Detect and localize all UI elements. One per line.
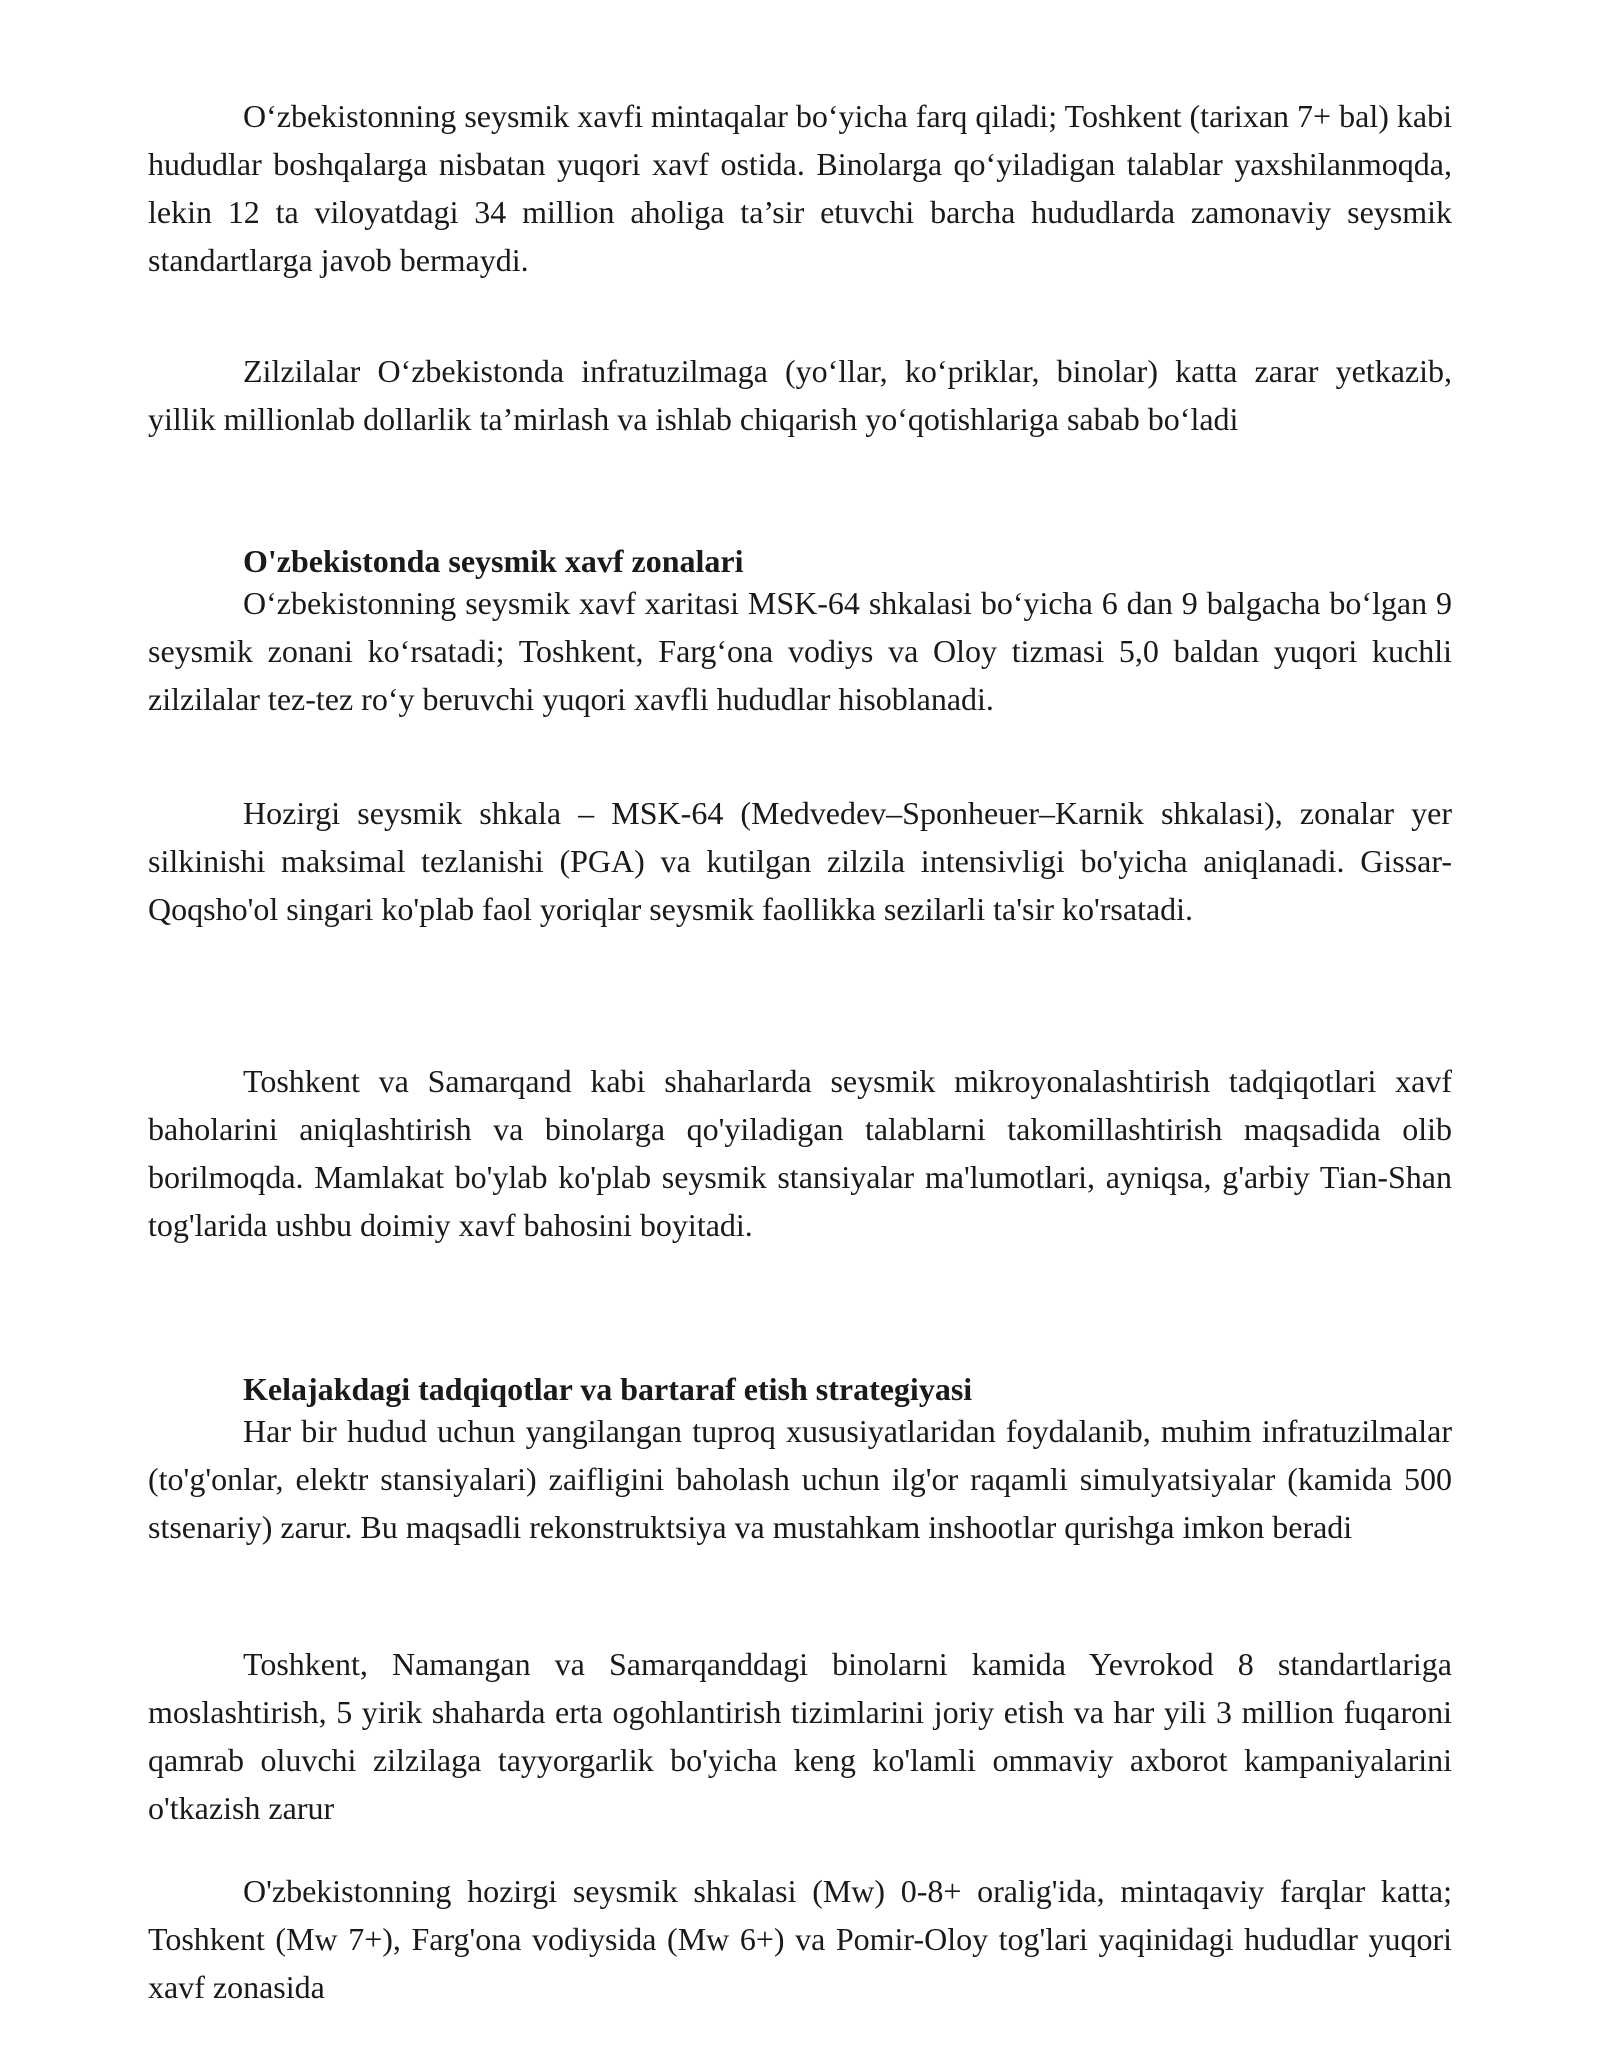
- paragraph-infrastructure-damage: [148, 347, 1452, 443]
- paragraph-text: O'zbekistonning hozirgi seysmik shkalasi (Mw) 0-8+ oralig'ida, mintaqaviy farqlar katta; Toshkent (Mw 7+), Farg'ona vodiysida (Mw 6+) va Pomir-Oloy tog'lari yaqinidagi hududlar yuqori xavf zonasida: [148, 1873, 1452, 2005]
- paragraph-text: Har bir hudud uchun yangilangan tuproq xususiyatlaridan foydalanib, muhim infratuzilmalar (to'g'onlar, elektr stansiyalari) zaifligini baholash uchun ilg'or raqamli simulyatsiyalar (kamida 500 stsenariy) zarur. Bu maqsadli rekonstruktsiya va mustahkam inshootlar qurishga imkon beradi: [148, 1413, 1452, 1545]
- paragraph-text: O‘zbekistonning seysmik xavfi mintaqalar bo‘yicha farq qiladi; Toshkent (tarixan 7+ bal) kabi hududlar boshqalarga nisbatan yuqori xavf ostida. Binolarga qo‘yiladigan talablar yaxshilanmoqda, lekin 12 ta viloyatdagi 34 million aholiga ta’sir etuvchi barcha hududlarda zamonaviy seysmik standartlarga javob bermaydi.: [148, 98, 1452, 278]
- paragraph-microzonation: [148, 1057, 1452, 1249]
- heading-seismic-zones: O'zbekistonda seysmik xavf zonalari: [243, 543, 744, 579]
- section-future-research: [148, 1365, 1452, 1551]
- heading-future-research: Kelajakdagi tadqiqotlar va bartaraf etish strategiyasi: [243, 1371, 973, 1407]
- paragraph-seismic-risk: [148, 92, 1452, 284]
- paragraph-text: Hozirgi seysmik shkala – MSK-64 (Medvedev–Sponheuer–Karnik shkalasi), zonalar yer silkinishi maksimal tezlanishi (PGA) va kutilgan zilzila intensivligi bo'yicha aniqlanadi. Gissar-Qoqsho'ol singari ko'plab faol yoriqlar seysmik faollikka sezilarli ta'sir ko'rsatadi.: [148, 795, 1452, 927]
- paragraph-text: O‘zbekistonning seysmik xavf xaritasi MSK-64 shkalasi bo‘yicha 6 dan 9 balgacha bo‘lgan 9 seysmik zonani ko‘rsatadi; Toshkent, Farg‘ona vodiys va Oloy tizmasi 5,0 baldan yuqori kuchli zilzilalar tez-tez ro‘y beruvchi yuqori xavfli hududlar hisoblanadi.: [148, 585, 1452, 717]
- paragraph-text: Toshkent, Namangan va Samarqanddagi binolarni kamida Yevrokod 8 standartlariga moslashtirish, 5 yirik shaharda erta ogohlantirish tizimlarini joriy etish va har yili 3 million fuqaroni qamrab oluvchi zilzilaga tayyorgarlik bo'yicha keng ko'lamli ommaviy axborot kampaniyalarini o'tkazish zarur: [148, 1646, 1452, 1826]
- paragraph-text: Toshkent va Samarqand kabi shaharlarda seysmik mikroyonalashtirish tadqiqotlari xavf baholarini aniqlashtirish va binolarga qo'yiladigan talablarni takomillashtirish maqsadida olib borilmoqda. Mamlakat bo'ylab ko'plab seysmik stansiyalar ma'lumotlari, ayniqsa, g'arbiy Tian-Shan tog'larida ushbu doimiy xavf bahosini boyitadi.: [148, 1063, 1452, 1243]
- paragraph-text: Zilzilalar O‘zbekistonda infratuzilmaga (yo‘llar, ko‘priklar, binolar) katta zarar yetkazib, yillik millionlab dollarlik ta’mirlash va ishlab chiqarish yo‘qotishlariga sabab bo‘ladi: [148, 353, 1452, 437]
- paragraph-eurocode: [148, 1640, 1452, 1832]
- paragraph-mw-scale: [148, 1867, 1452, 2011]
- paragraph-msk64-scale: [148, 789, 1452, 933]
- section-seismic-zones: [148, 537, 1452, 723]
